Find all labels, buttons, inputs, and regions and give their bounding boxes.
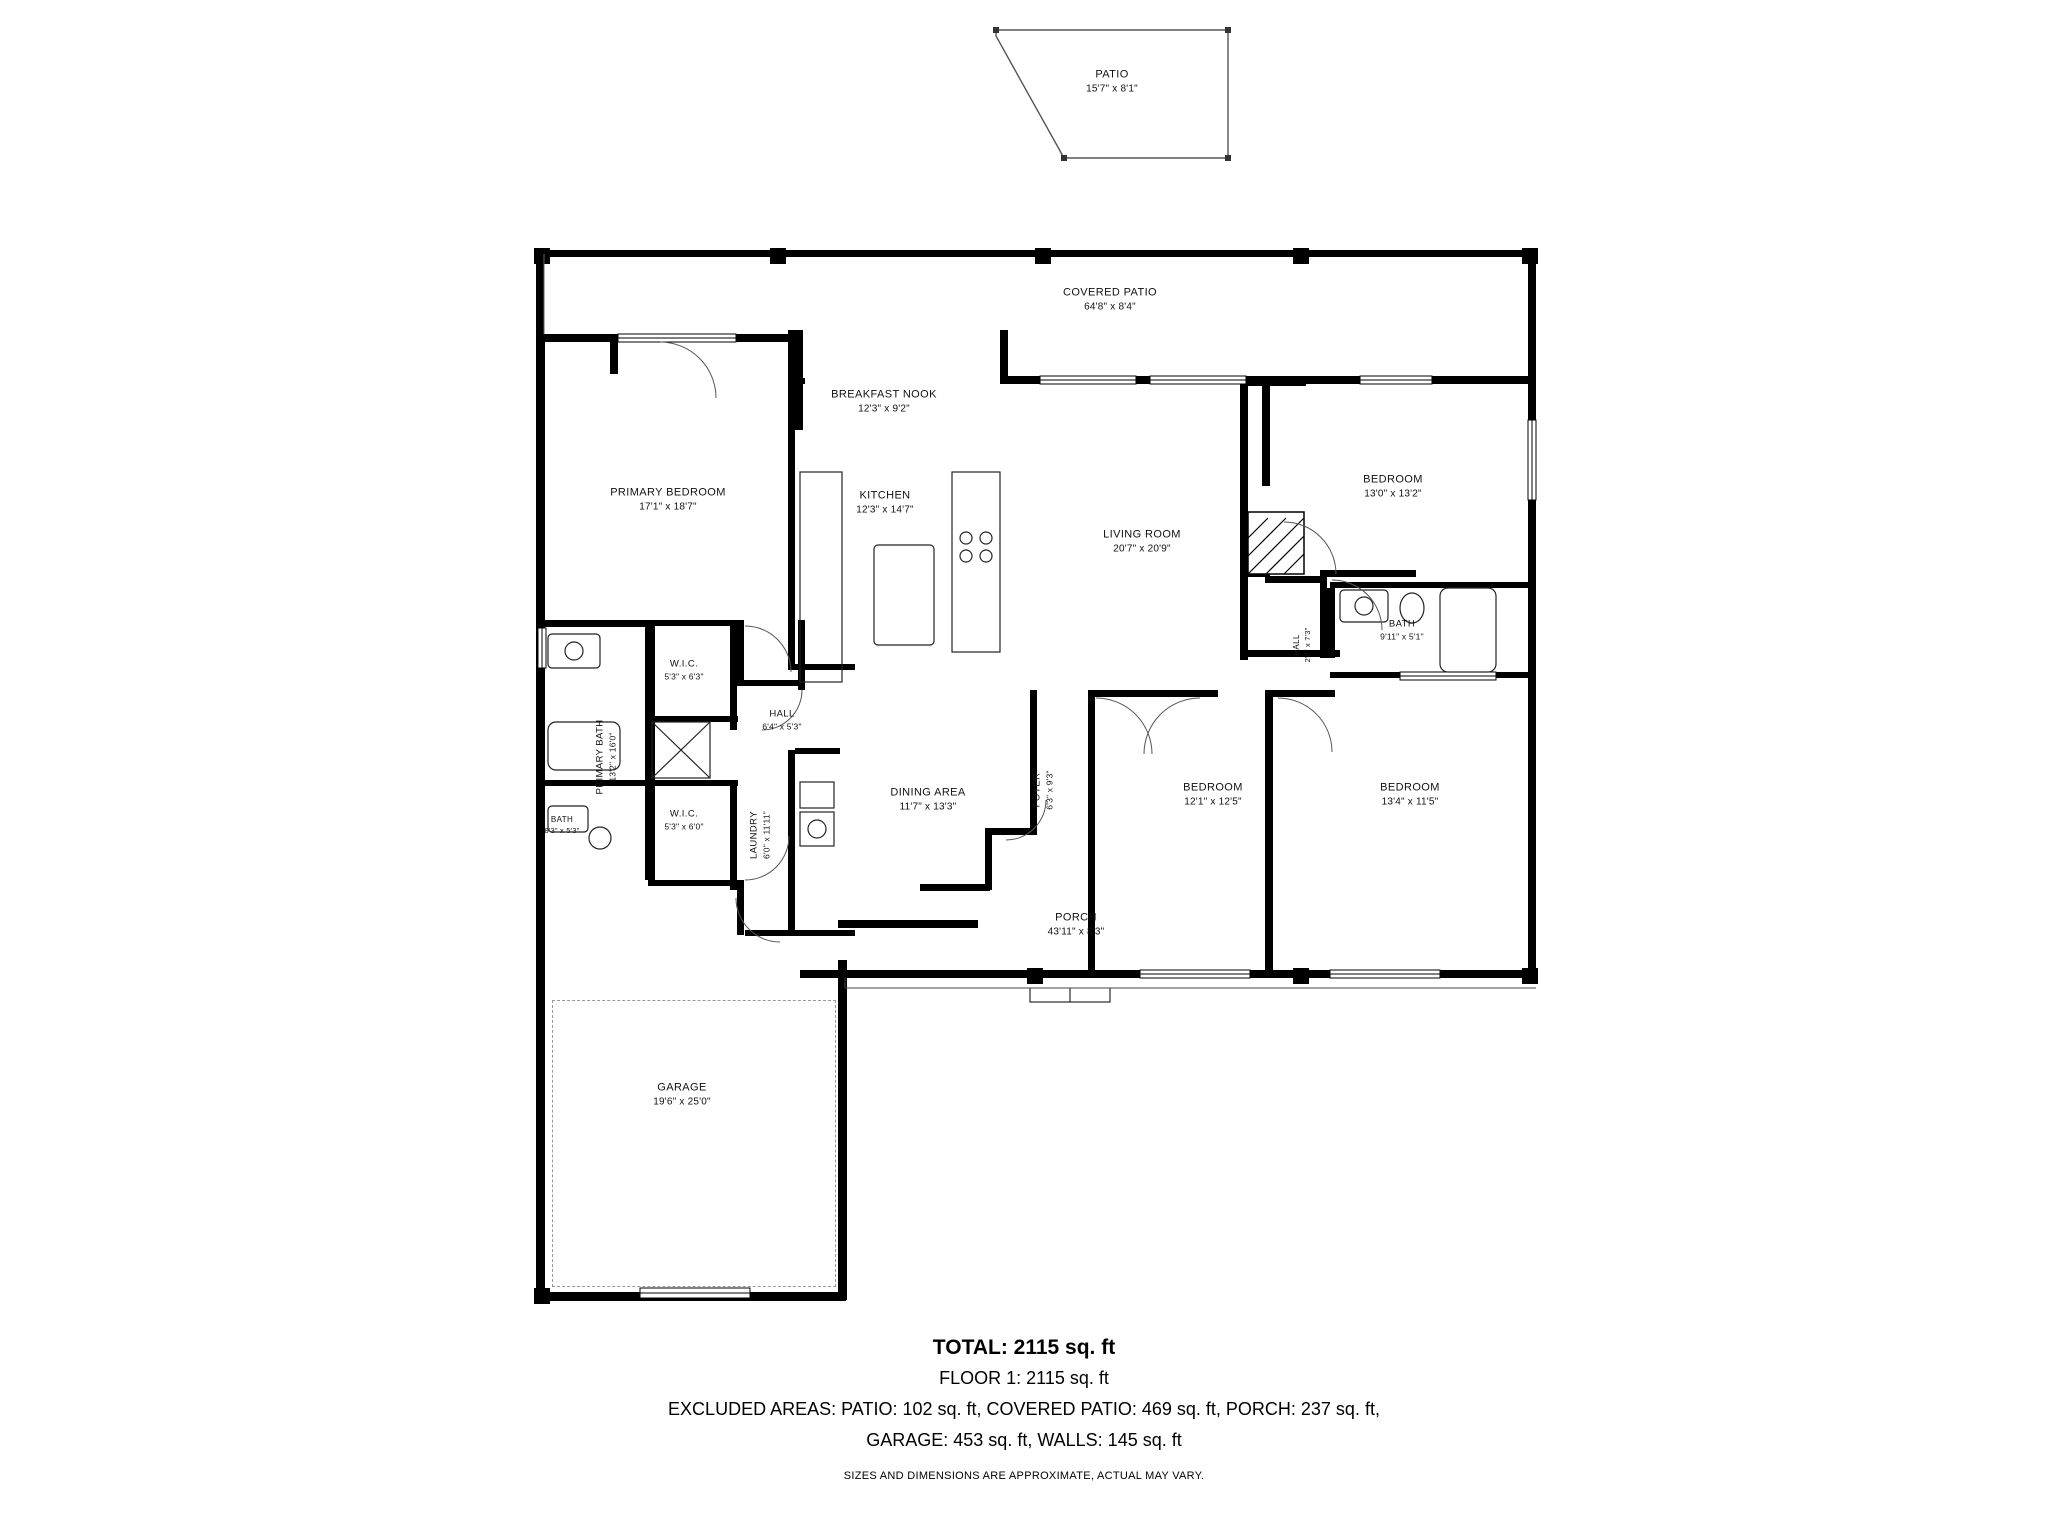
room-name: LAUNDRY (748, 810, 760, 860)
room-label-primary-bedroom (610, 486, 726, 513)
room-label-foyer (1031, 770, 1055, 809)
room-dims: 19'6" x 25'0" (653, 1096, 711, 1108)
room-dims: 6'0" x 11'11" (761, 811, 772, 859)
room-name: BREAKFAST NOOK (831, 388, 937, 401)
room-dims: 15'7" x 8'1" (1086, 83, 1138, 95)
room-name: HALL (769, 708, 795, 720)
room-name: LIVING ROOM (1103, 528, 1181, 541)
garage-interior-outline (552, 1000, 836, 1287)
room-dims: 12'1" x 12'5" (1184, 796, 1242, 808)
room-name: BATH (1388, 618, 1416, 630)
room-label-covered-patio (1063, 286, 1157, 313)
room-name: BEDROOM (1380, 781, 1440, 794)
room-label-hall-1 (762, 708, 801, 732)
room-dims: 43'11" x 8'3" (1047, 926, 1105, 938)
room-label-kitchen (856, 489, 913, 516)
room-label-porch (1048, 911, 1105, 938)
room-name: PRIMARY BATH (594, 719, 606, 795)
room-name: W.I.C. (669, 808, 699, 820)
room-dims: 64'8" x 8'4" (1084, 301, 1136, 313)
room-name: BEDROOM (1363, 473, 1423, 486)
room-name: BEDROOM (1183, 781, 1243, 794)
excluded-areas-line2: GARAGE: 453 sq. ft, WALLS: 145 sq. ft (866, 1430, 1182, 1450)
room-dims: 2'8" x 7'3" (1302, 627, 1312, 663)
interior-walls (536, 330, 1536, 978)
room-dims: 12'3" x 9'2" (858, 403, 910, 415)
room-dims: 13'2" x 16'0" (607, 732, 618, 782)
room-dims: 5'3" x 6'3" (664, 671, 704, 682)
porch-outline (845, 978, 1536, 988)
room-label-hall-2 (1292, 628, 1312, 663)
room-label-bath-1 (545, 815, 580, 835)
room-name: PRIMARY BEDROOM (610, 486, 726, 499)
room-dims: 13'4" x 11'5" (1381, 796, 1439, 808)
room-name: GARAGE (657, 1081, 707, 1094)
room-dims: 5'3" x 6'0" (664, 821, 704, 832)
room-name: KITCHEN (859, 489, 911, 502)
room-dims: 11'7" x 13'3" (899, 801, 957, 813)
room-name: PATIO (1095, 68, 1129, 81)
total-area-text: TOTAL: 2115 sq. ft (932, 1336, 1116, 1359)
room-label-bedroom-2 (1363, 473, 1423, 500)
room-label-bedroom-3 (1183, 781, 1243, 808)
rear-house-wall (536, 330, 1536, 486)
room-label-primary-bath (594, 719, 618, 794)
room-dims: 6'3" x 9'3" (1044, 770, 1055, 810)
room-dims: 8'3" x 5'3" (544, 825, 580, 835)
room-label-dining-area (890, 786, 965, 813)
room-label-laundry (748, 811, 772, 859)
room-label-living-room (1103, 528, 1181, 555)
room-label-bedroom-4 (1380, 781, 1440, 808)
excluded-areas-line1: EXCLUDED AREAS: PATIO: 102 sq. ft, COVERED PATIO: 469 sq. ft, PORCH: 237 sq. ft, (668, 1399, 1380, 1419)
room-label-breakfast-nook (831, 388, 937, 415)
room-dims: 9'11" x 5'1" (1380, 631, 1424, 642)
room-label-wic-2 (664, 808, 703, 832)
room-label-patio (1086, 68, 1138, 95)
room-name: DINING AREA (890, 786, 966, 799)
floor1-area-text: FLOOR 1: 2115 sq. ft (939, 1368, 1109, 1388)
room-name: COVERED PATIO (1062, 286, 1158, 299)
room-label-bath-2 (1380, 618, 1424, 642)
room-dims: 20'7" x 20'9" (1113, 543, 1171, 555)
room-dims: 6'4" x 5'3" (762, 721, 802, 732)
hatched-closet (1248, 512, 1304, 574)
room-name: HALL (1291, 634, 1301, 656)
room-dims: 13'0" x 13'2" (1364, 488, 1422, 500)
disclaimer-note: SIZES AND DIMENSIONS ARE APPROXIMATE, ACTUAL MAY VARY. (843, 1470, 1205, 1482)
room-label-wic-1 (664, 658, 703, 682)
room-name: BATH (550, 814, 574, 824)
room-dims: 12'3" x 14'7" (856, 504, 914, 516)
room-name: W.I.C. (669, 658, 699, 670)
room-name: FOYER (1031, 772, 1043, 808)
room-name: PORCH (1055, 911, 1097, 924)
room-dims: 17'1" x 18'7" (639, 501, 697, 513)
